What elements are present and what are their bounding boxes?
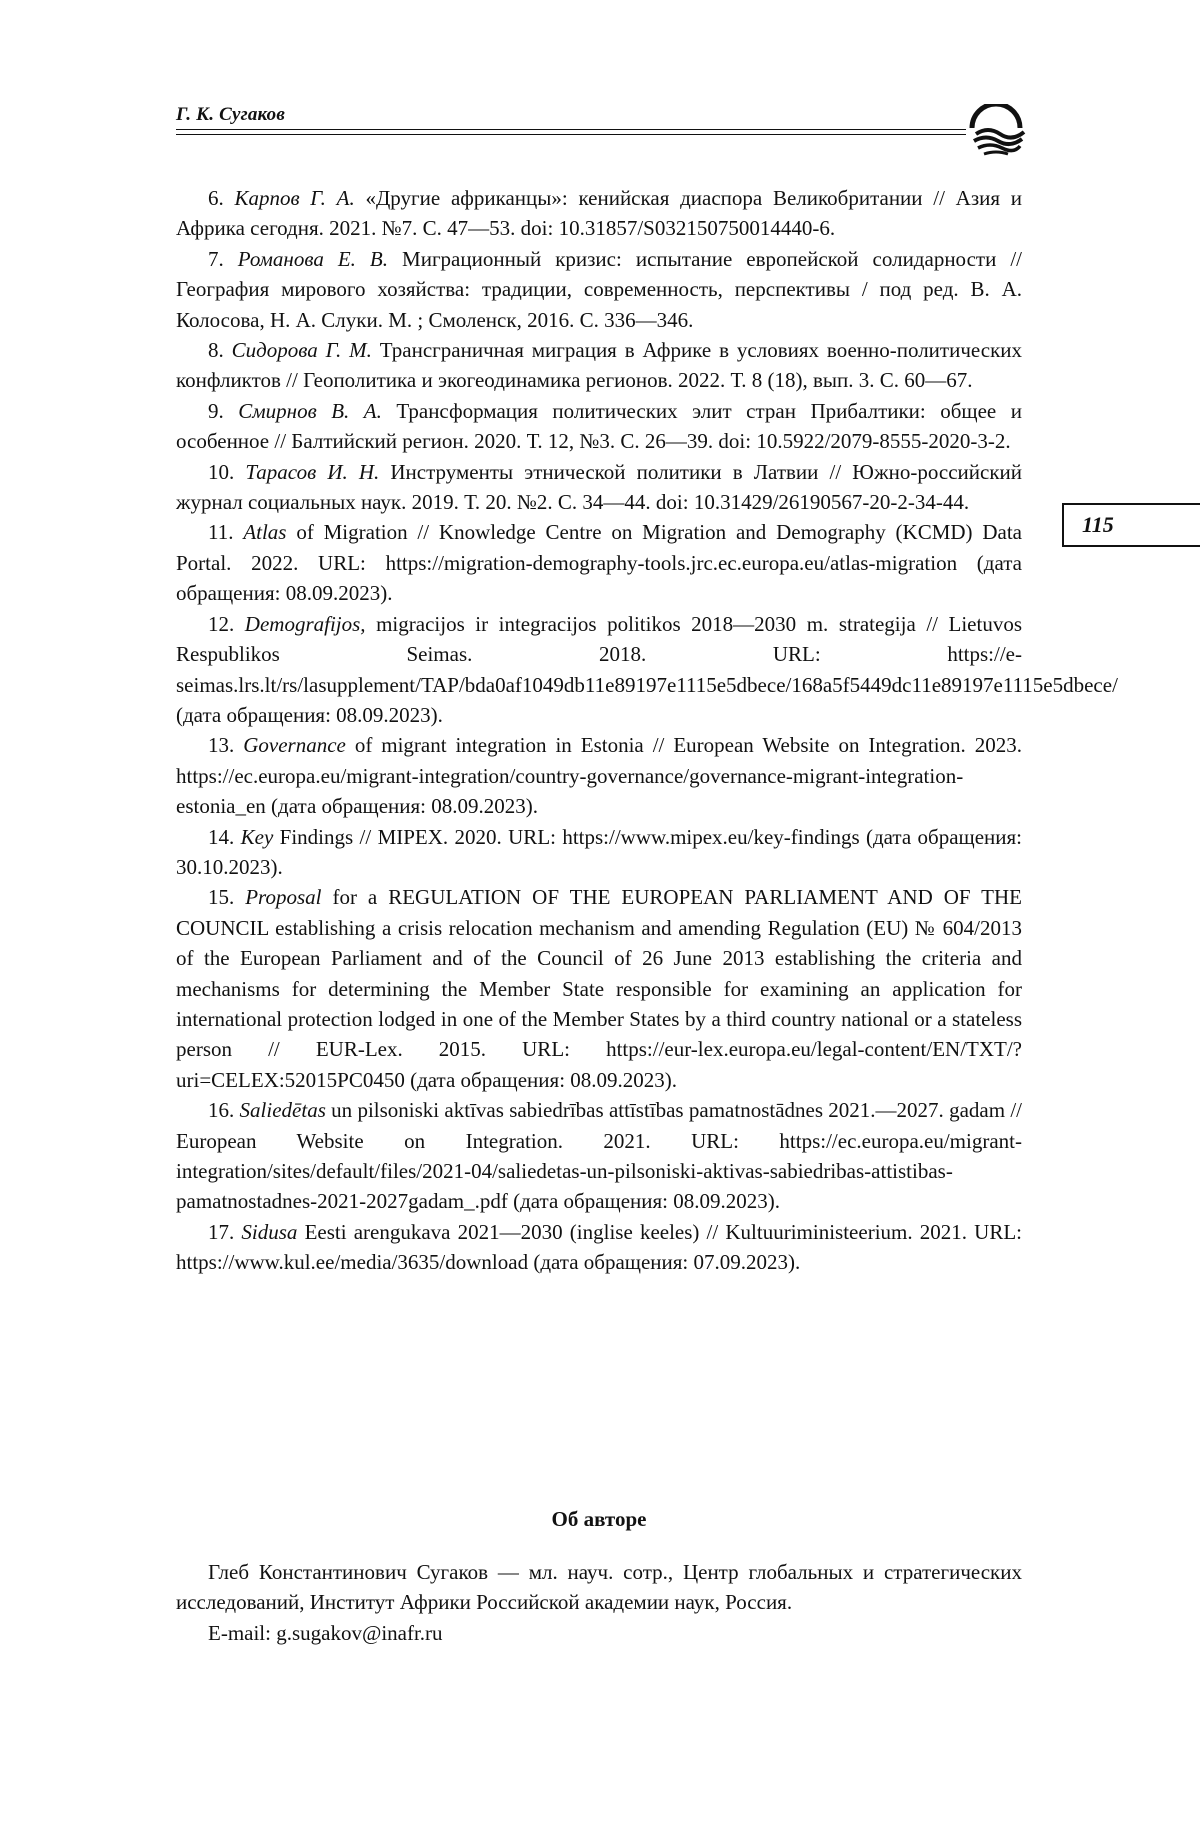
journal-wave-logo-icon bbox=[966, 104, 1026, 160]
reference-number: 16. bbox=[208, 1098, 235, 1123]
reference-text: un pilsoniski aktīvas sabiedrības attīstības pamatnostādnes 2021.—2027. gadam // European Website on Integration. 2021. URL: https://ec.europa.eu/migrant-integration/sites/default/files/2021-04/saliedetas-un-pilsoniski-aktivas-sabiedribas-attistibas-pamatnostadnes-2021-2027gadam_.pdf (дата обращения: 08.09.2023). bbox=[176, 1098, 1023, 1214]
running-title: Г. К. Сугаков bbox=[176, 104, 286, 125]
reference-number: 8. bbox=[208, 338, 224, 363]
reference-number: 13. bbox=[208, 733, 235, 758]
reference-author: Тарасов И. Н. bbox=[245, 459, 380, 484]
reference-author: Saliedētas bbox=[239, 1098, 326, 1123]
author-bio: Глеб Константинович Сугаков — мл. науч. сотр., Центр глобальных и стратегических исследований, Институт Африки Российской академии наук, Россия. bbox=[176, 1560, 1022, 1615]
reference-item bbox=[176, 1095, 1022, 1217]
reference-text: Трансформация политических элит стран Прибалтики: общее и особенное // Балтийский регион. 2020. Т. 12, №3. С. 26—39. doi: 10.5922/2079-8555-2020-3-2. bbox=[176, 398, 1022, 454]
reference-text: migracijos ir integracijos politikos 2018—2030 m. strategija // Lietuvos Respublikos Seimas. 2018. URL: https://e-seimas.lrs.lt/rs/lasupplement/TAP/bda0af1049db11e89197e1115e5dbece/168a5f5449dc11e89197e1115e5dbece/ (дата обращения: 08.09.2023). bbox=[176, 611, 1118, 727]
reference-number: 15. bbox=[208, 885, 235, 910]
reference-text: Eesti arengukava 2021—2030 (inglise keeles) // Kultuuriministeerium. 2021. URL: https://www.kul.ee/media/3635/download (дата обращения: 07.09.2023). bbox=[176, 1219, 1023, 1275]
reference-text: «Другие африканцы»: кенийская диаспора Великобритании // Азия и Африка сегодня. 2021. №7. С. 47—53. doi: 10.31857/S032150750014440-6. bbox=[176, 186, 1023, 241]
reference-item bbox=[176, 882, 1022, 1095]
reference-list bbox=[176, 183, 1118, 1278]
reference-text: Findings // MIPEX. 2020. URL: https://www.mipex.eu/key-findings (дата обращения: 30.10.2023). bbox=[176, 824, 1023, 879]
reference-number: 9. bbox=[208, 398, 224, 423]
reference-item bbox=[176, 244, 1022, 335]
reference-item bbox=[176, 609, 1118, 731]
reference-author: Key bbox=[240, 824, 274, 849]
reference-number: 10. bbox=[208, 459, 235, 484]
reference-text: Трансграничная миграция в Африке в условиях военно-политических конфликтов // Геополитика и экогеодинамика регионов. 2022. Т. 8 (18), вып. 3. С. 60—67. bbox=[176, 338, 1023, 393]
reference-author: Сидорова Г. М. bbox=[231, 338, 372, 363]
reference-number: 12. bbox=[208, 611, 235, 636]
reference-author: Proposal bbox=[245, 885, 322, 910]
reference-item bbox=[176, 396, 1022, 457]
about-author bbox=[176, 1557, 1022, 1648]
reference-author: Demografijos, bbox=[244, 611, 366, 636]
author-email-line bbox=[176, 1618, 1022, 1648]
reference-author: Sidusa bbox=[241, 1219, 298, 1244]
reference-author: Романова Е. В. bbox=[237, 246, 389, 271]
reference-text: Миграционный кризис: испытание европейской солидарности // География мирового хозяйства: традиции, современность, перспективы / под ред. В. А. Колосова, Н. А. Слуки. М. ; Смоленск, 2016. С. 336—346. bbox=[176, 246, 1022, 332]
reference-number: 7. bbox=[208, 246, 224, 271]
reference-text: Инструменты этнической политики в Латвии // Южно-российский журнал социальных наук. 2019. Т. 20. №2. С. 34—44. doi: 10.31429/26190567-20-2-34-44. bbox=[176, 459, 1023, 515]
reference-author: Governance bbox=[243, 733, 346, 758]
reference-item bbox=[176, 335, 1022, 396]
about-author-heading: Об авторе bbox=[551, 1507, 647, 1531]
reference-text: of migrant integration in Estonia // European Website on Integration. 2023. https://ec.europa.eu/migrant-integration/country-governance/governance-migrant-integration-estonia_en (дата обращения: 08.09.2023). bbox=[176, 733, 1023, 819]
reference-item bbox=[176, 1217, 1022, 1278]
header-rule-bottom bbox=[176, 134, 966, 135]
header-rule-top bbox=[176, 129, 966, 130]
author-email-link[interactable]: g.sugakov@inafr.ru bbox=[276, 1620, 443, 1645]
reference-number: 6. bbox=[208, 186, 224, 210]
reference-item bbox=[176, 730, 1022, 821]
reference-number: 14. bbox=[208, 824, 235, 849]
reference-text: of Migration // Knowledge Centre on Migration and Demography (KCMD) Data Portal. 2022. URL: https://migration-demography-tools.jrc.ec.europa.eu/atlas-migration (дата обращения: 08.09.2023). bbox=[176, 520, 1023, 606]
reference-number: 17. bbox=[208, 1219, 235, 1244]
reference-author: Карпов Г. А. bbox=[234, 186, 355, 210]
reference-author: Atlas bbox=[243, 520, 287, 545]
reference-author: Смирнов В. А. bbox=[238, 398, 382, 423]
email-label: E-mail: bbox=[208, 1620, 271, 1645]
page-number bbox=[1062, 503, 1200, 547]
reference-item bbox=[176, 457, 1022, 518]
reference-text: for a REGULATION OF THE EUROPEAN PARLIAMENT AND OF THE COUNCIL establishing a crisis relocation mechanism and amending Regulation (EU) № 604/2013 of the European Parliament and of the Council of 26 June 2013 establishing the criteria and mechanisms for determining the Member State responsible for examining an application for international protection lodged in one of the Member States by a third country national or a stateless person // EUR-Lex. 2015. URL: https://eur-lex.europa.eu/legal-content/EN/TXT/?uri=CELEX:52015PC0450 (дата обращения: 08.09.2023). bbox=[176, 885, 1023, 1092]
reference-item bbox=[176, 183, 1022, 244]
reference-item bbox=[176, 822, 1022, 883]
reference-item bbox=[176, 517, 1022, 608]
reference-number: 11. bbox=[208, 520, 234, 545]
page-number-text: 115 bbox=[1082, 512, 1114, 537]
